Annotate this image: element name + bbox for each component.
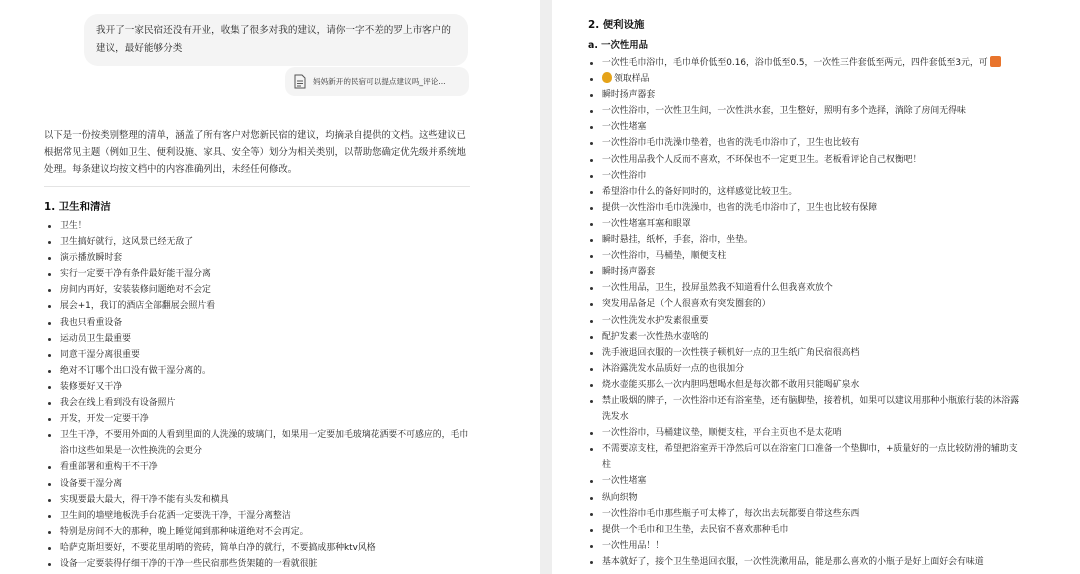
amenities-list: [588, 55, 1020, 570]
list-item: 一次性堵塞: [588, 473, 1020, 489]
document-icon: [293, 73, 307, 90]
list-item: 突发用品备足（个人很喜欢有突发圈套的）: [588, 296, 1020, 312]
list-item: 设备一定要装得仔细干净的干净一些民宿那些货架随的一看就很脏: [46, 556, 472, 572]
list-item: 沐浴露洗发水品质好一点的也很加分: [588, 361, 1020, 377]
list-item: 一次性浴巾，一次性卫生间，一次性洪水套，卫生整好，照明有多个选择，淌除了房间无得味: [588, 103, 1020, 119]
list-item: 卫生搞好就行，这风景已经无敌了: [46, 234, 472, 250]
section-title-hygiene: 1. 卫生和清洁: [44, 201, 111, 213]
list-item: 洗手液退回衣服的一次性筷子顿机好一点的卫生纸广角民宿很高档: [588, 345, 1020, 361]
attachment-chip[interactable]: [285, 67, 469, 96]
attachment-name: 妈妈新开的民宿可以提点建议吗_评论...: [313, 77, 446, 86]
section-title-amenities: 2. 便利设施: [588, 19, 645, 31]
list-item: 实行一定要干净有条件最好能干湿分离: [46, 266, 472, 282]
list-item: 一次性用品我个人反而不喜欢，不环保也不一定更卫生。老板看评论自己权衡吧！: [588, 152, 1020, 168]
list-item: 卫生！: [46, 218, 472, 234]
list-item: 一次性堵塞: [588, 119, 1020, 135]
assistant-intro: 以下是一份按类别整理的清单，涵盖了所有客户对您新民宿的建议，均摘录自提供的文档。这些建议已根据常见主题（例如卫生、便利设施、家具、安全等）划分为相关类别，以帮助您确定优先级并系统地处理。每条建议均按文档中的内容准确列出，未经任何修改。: [44, 130, 466, 175]
list-item: 一次性毛巾浴巾，毛巾单价低至0.16，浴巾低至0.5，一次性三件套低至两元，四件套低至3元，可: [588, 55, 1020, 71]
list-item: 一次性浴巾毛巾那些瓶子可太棒了，每次出去玩都要自带这些东西: [588, 506, 1020, 522]
list-item: 看重部署和重构干不干净: [46, 459, 472, 475]
list-item: 希望浴巾什么的备好同时的，这样感觉比较卫生。: [588, 184, 1020, 200]
list-item: 配护发素一次性热水壶啥的: [588, 329, 1020, 345]
list-item: 我也只看重设备: [46, 315, 472, 331]
user-message-bubble: 我开了一家民宿还没有开业，收集了很多对我的建议，请你一字不差的罗上市客户的建议，最好能够分类: [84, 14, 468, 66]
list-item: 房间内再好，安装装修问题绝对不会定: [46, 282, 472, 298]
list-item: 不需要凉支柱，希望把浴室弄干净然后可以在浴室门口准备一个垫脚巾，+质量好的一点比较防滑的辅助支柱: [588, 441, 1020, 473]
list-item: 同意干湿分离很重要: [46, 347, 472, 363]
list-item: 哈萨克斯坦要好，不要花里胡哨的瓷砖，简单白净的就行，不要搞成那种ktv风格: [46, 540, 472, 556]
list-item: 绝对不订哪个出口没有做干湿分离的。: [46, 363, 472, 379]
list-item: 展会+1，我订的酒店全部翻展会照片看: [46, 298, 472, 314]
panel-divider: [540, 0, 552, 574]
list-item: 瞬时扬声器套: [588, 264, 1020, 280]
list-item: 烧水壶能买那么一次内胆吗想喝水但是每次都不敢用只能喝矿泉水: [588, 377, 1020, 393]
list-item: 一次性浴巾毛巾洗澡巾垫着，也省的洗毛巾浴巾了，卫生也比较有: [588, 135, 1020, 151]
list-item: 瞬时悬挂，纸杯，手套，浴巾，坐垫。: [588, 232, 1020, 248]
list-item: 领取样品: [588, 71, 1020, 87]
list-item: 提供一次性浴巾毛巾洗澡巾，也省的洗毛巾浴巾了，卫生也比较有保障: [588, 200, 1020, 216]
promo-icon: [990, 56, 1001, 67]
list-item: 演示播放瞬时套: [46, 250, 472, 266]
list-item: 特别是房间不大的那种，晚上睡觉闻到那种味道绝对不会再定。: [46, 524, 472, 540]
coin-bag-icon: [602, 72, 612, 83]
list-item: 禁止吸烟的牌子，一次性浴巾还有浴室垫，还有脑脚垫，接着机，如果可以建议用那种小瓶旅行装的沐浴露洗发水: [588, 393, 1020, 425]
list-item: 一次性浴巾: [588, 168, 1020, 184]
list-item: 一次性洗发水护发素很重要: [588, 313, 1020, 329]
subsection-title-disposables: a. 一次性用品: [588, 40, 649, 51]
list-item: 一次性浴巾，马桶建议垫，顺便支柱，平台主页也不是太花哨: [588, 425, 1020, 441]
list-item: 瞬时扬声器套: [588, 87, 1020, 103]
list-item: 卫生干净，不要用外面的人看到里面的人洗澡的玻璃门，如果用一定要加毛玻璃花洒要不可感应的，毛巾浴巾这些如果是一次性换洗的会更分: [46, 427, 472, 459]
list-item: 提供一个毛巾和卫生垫，去民宿不喜欢那种毛巾: [588, 522, 1020, 538]
list-item: 实现要最大最大，得干净不能有头发和横具: [46, 492, 472, 508]
list-item: 卫生间的墙壁地板洗手台花洒一定要洗干净，干湿分离整洁: [46, 508, 472, 524]
list-item: 我会在线上看到没有设备照片: [46, 395, 472, 411]
list-item: 一次性堵塞耳塞和眼罩: [588, 216, 1020, 232]
list-item: 运动员卫生最重要: [46, 331, 472, 347]
list-item: 基本就好了，接个卫生垫退回衣服，一次性洗漱用品，能是那么喜欢的小瓶子是好上面好会有味道: [588, 554, 1020, 570]
list-item: 一次性用品！！: [588, 538, 1020, 554]
list-item: 一次性用品，卫生，投屏虽然我不知道看什么但我喜欢放个: [588, 280, 1020, 296]
list-item: 纵向织物: [588, 490, 1020, 506]
list-item: 装修要好又干净: [46, 379, 472, 395]
list-item: 开发，开发一定要干净: [46, 411, 472, 427]
hygiene-list: [46, 218, 472, 572]
list-item: 设备要干湿分离: [46, 476, 472, 492]
list-item: 一次性浴巾，马桶垫，顺便支柱: [588, 248, 1020, 264]
section-divider: [44, 186, 470, 187]
right-chat-panel: [552, 0, 1080, 574]
